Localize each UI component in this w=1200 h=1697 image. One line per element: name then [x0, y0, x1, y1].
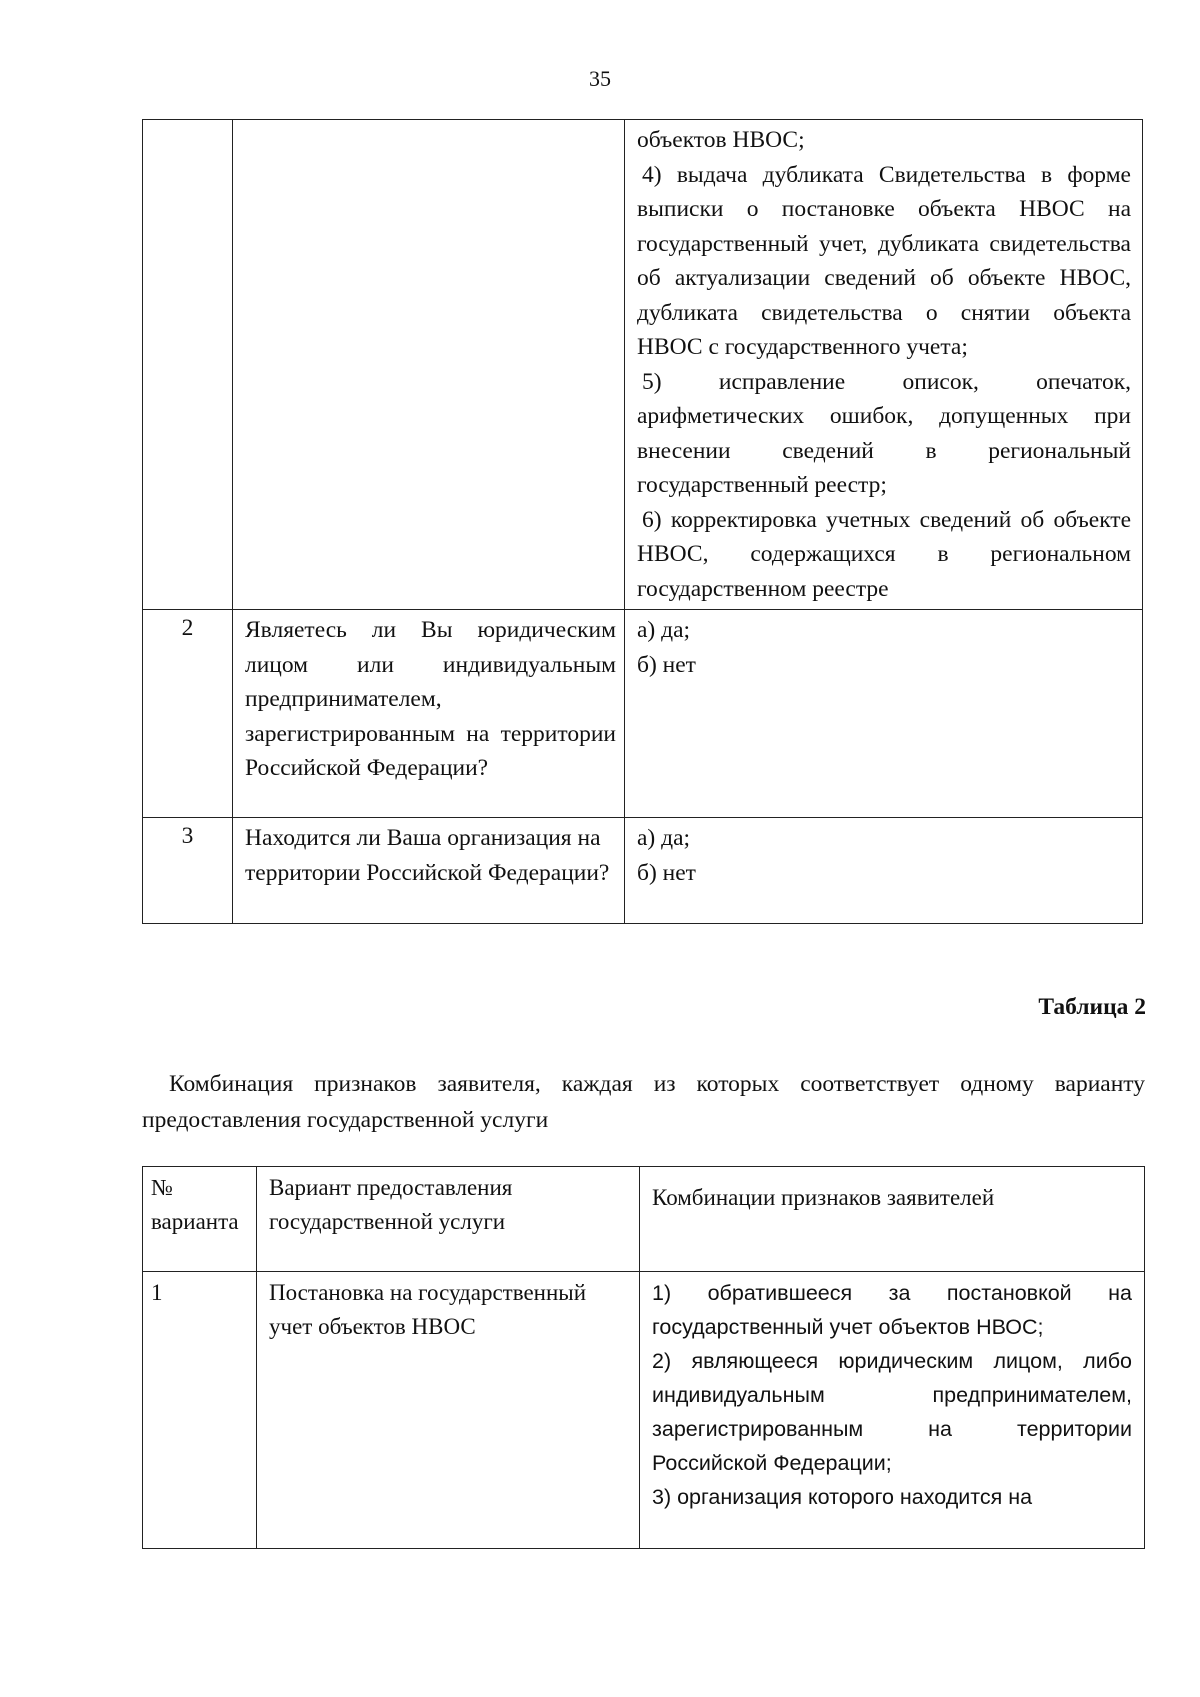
combination-cell: [640, 1272, 1145, 1549]
row-number-cell: 2: [143, 610, 233, 818]
table-row: [143, 610, 1143, 818]
answer-option: а) да;: [637, 617, 691, 643]
table-row: [143, 818, 1143, 924]
page-number: 35: [589, 66, 611, 91]
question-cell: Являетесь ли Вы юридическим лицом или индивидуальным предпринимателем, зарегистрированным на территории Российской Федерации?: [233, 610, 625, 818]
answer-line: 6) корректировка учетных сведений об объекте НВОС, содержащихся в региональном государственном реестре: [637, 506, 1131, 602]
row-number-cell: 3: [143, 818, 233, 924]
answer-line: 5) исправление описок, опечаток, арифметических ошибок, допущенных при внесении сведений в региональный государственный реестр;: [637, 368, 1131, 498]
table-title: Таблица 2: [1038, 994, 1146, 1020]
header-variant: Вариант предоставления государственной услуги: [257, 1167, 640, 1272]
question-cell: Находится ли Ваша организация на территории Российской Федерации?: [233, 818, 625, 924]
table-row: [143, 1272, 1145, 1549]
answer-line: 4) выдача дубликата Свидетельства в форме выписки о постановке объекта НВОС на государственный учет, дубликата свидетельства об актуализации сведений об объекте НВОС, дубликата свидетельства о снятии объекта НВОС с государственного учета;: [637, 161, 1131, 360]
table-row: [143, 120, 1143, 610]
answer-cell: [625, 120, 1143, 610]
table-header-row: [143, 1167, 1145, 1272]
answer-option: б) нет: [637, 651, 696, 678]
answer-option: б) нет: [637, 859, 696, 886]
answer-cell: [625, 818, 1143, 924]
variants-table: [142, 1166, 1145, 1549]
header-variant-number: № варианта: [143, 1167, 257, 1272]
combination-line: 3) организация которого находится на: [652, 1485, 1033, 1509]
combination-line: 1) обратившееся за постановкой на государственный учет объектов НВОС;: [652, 1281, 1132, 1339]
answer-cell: [625, 610, 1143, 818]
header-combinations: Комбинации признаков заявителей: [640, 1167, 1145, 1272]
answer-option: а) да;: [637, 825, 691, 851]
variant-cell: Постановка на государственный учет объектов НВОС: [257, 1272, 640, 1549]
answer-line: объектов НВОС;: [637, 127, 805, 153]
questions-table: [142, 119, 1143, 924]
table-caption: Комбинация признаков заявителя, каждая из которых соответствует одному варианту предоставления государственной услуги: [142, 1071, 1145, 1133]
question-cell: [233, 120, 625, 610]
variant-number-cell: 1: [143, 1272, 257, 1549]
row-number-cell: [143, 120, 233, 610]
combination-line: 2) являющееся юридическим лицом, либо индивидуальным предпринимателем, зарегистрированным на территории Российской Федерации;: [652, 1349, 1132, 1475]
